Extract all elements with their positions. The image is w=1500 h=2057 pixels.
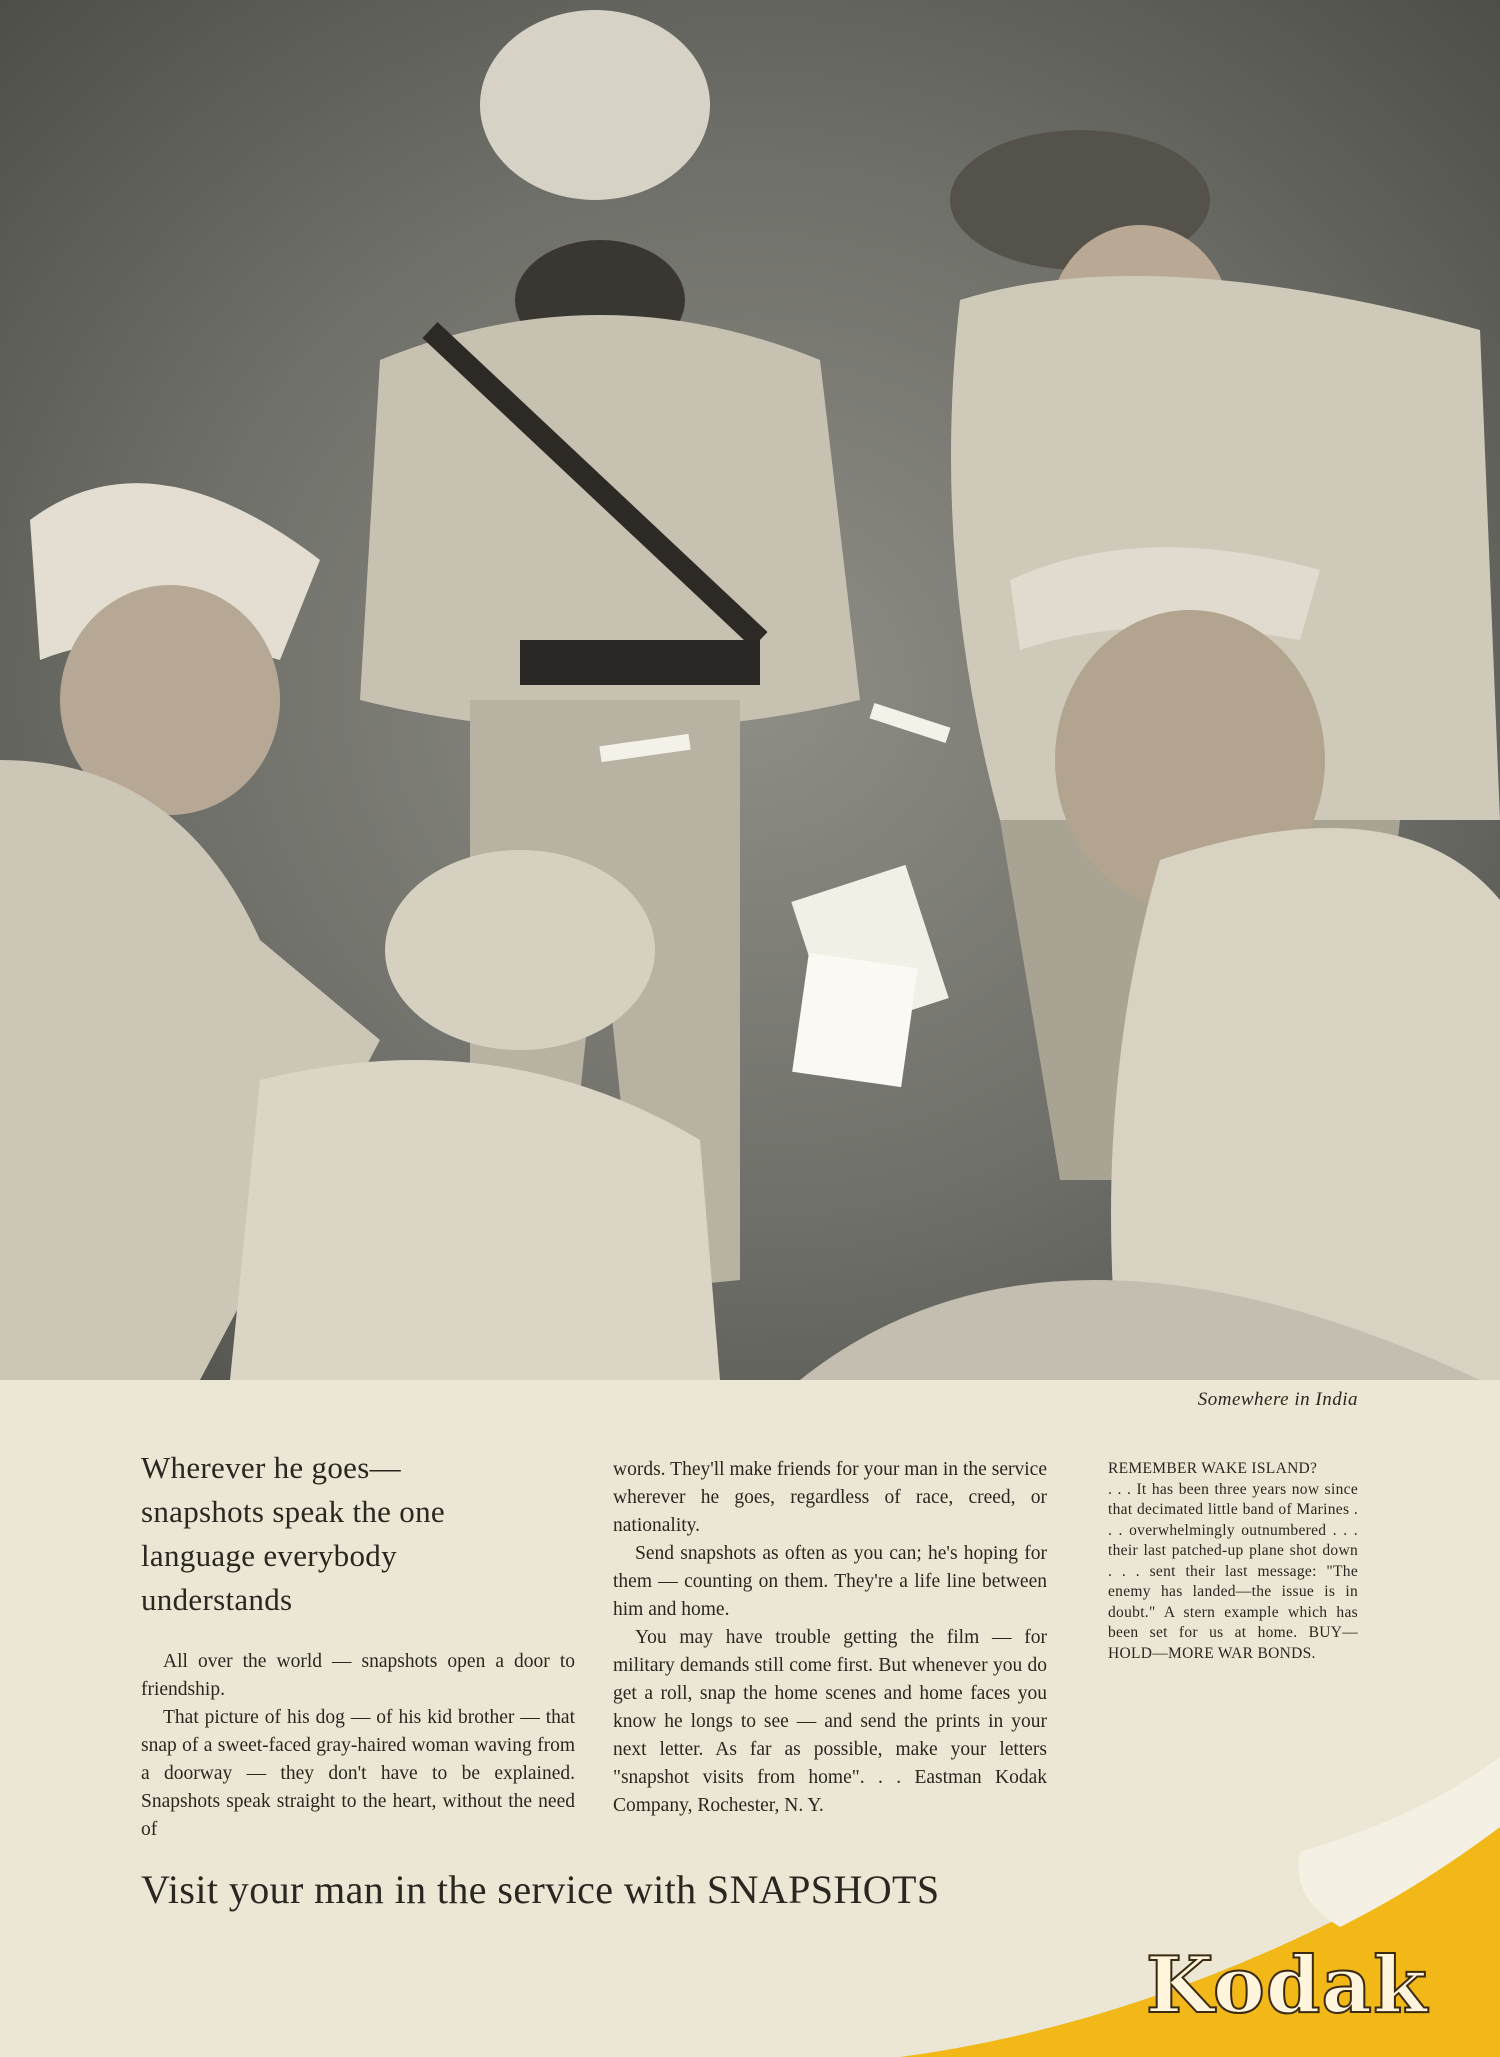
body-paragraph: Send snapshots as often as you can; he's hoping for them — counting on them. They're a life line between him and home. <box>613 1543 1047 1620</box>
headline-line: understands <box>141 1582 293 1617</box>
sidebar-text: . . . It has been three years now since that decimated little band of Marines . . . overwhelmingly outnumbered . . . their last patched-up plane shot down . . . sent their last message: "The enemy has landed—the issue is in doubt." A stern example which has been set for us at home. BUY—HOLD—MORE WAR BONDS. <box>1108 1480 1358 1662</box>
body-paragraph: That picture of his dog — of his kid brother — that snap of a sweet-faced gray-haired woman waving from a doorway — they don't have to be explained. Snapshots speak straight to the heart, without the need of <box>141 1707 575 1840</box>
sidebar-heading: REMEMBER WAKE ISLAND? <box>1108 1460 1318 1477</box>
headline <box>141 1446 581 1622</box>
headline-line: language everybody <box>141 1538 397 1573</box>
war-bonds-sidebar <box>1108 1459 1358 1664</box>
kodak-logo: Kodak <box>1145 1940 1428 2031</box>
body-column-1 <box>141 1648 575 1844</box>
body-paragraph: All over the world — snapshots open a door to friendship. <box>141 1651 575 1700</box>
headline-line: snapshots speak the one <box>141 1494 445 1529</box>
photo-caption: Somewhere in India <box>1197 1389 1358 1410</box>
tagline: Visit your man in the service with SNAPSHOTS <box>141 1867 940 1912</box>
headline-line: Wherever he goes— <box>141 1450 401 1485</box>
soldier-front-center <box>230 850 720 1380</box>
body-paragraph: words. They'll make friends for your man in the service wherever he goes, regardless of race, creed, or nationality. <box>613 1459 1047 1536</box>
body-paragraph: You may have trouble getting the film — for military demands still come first. But whenever you do get a roll, snap the home scenes and home faces you know he longs to see — and send the prints in your next letter. As far as possible, make your letters "snapshot visits from home". . . Eastman Kodak Company, Rochester, N. Y. <box>613 1627 1047 1816</box>
